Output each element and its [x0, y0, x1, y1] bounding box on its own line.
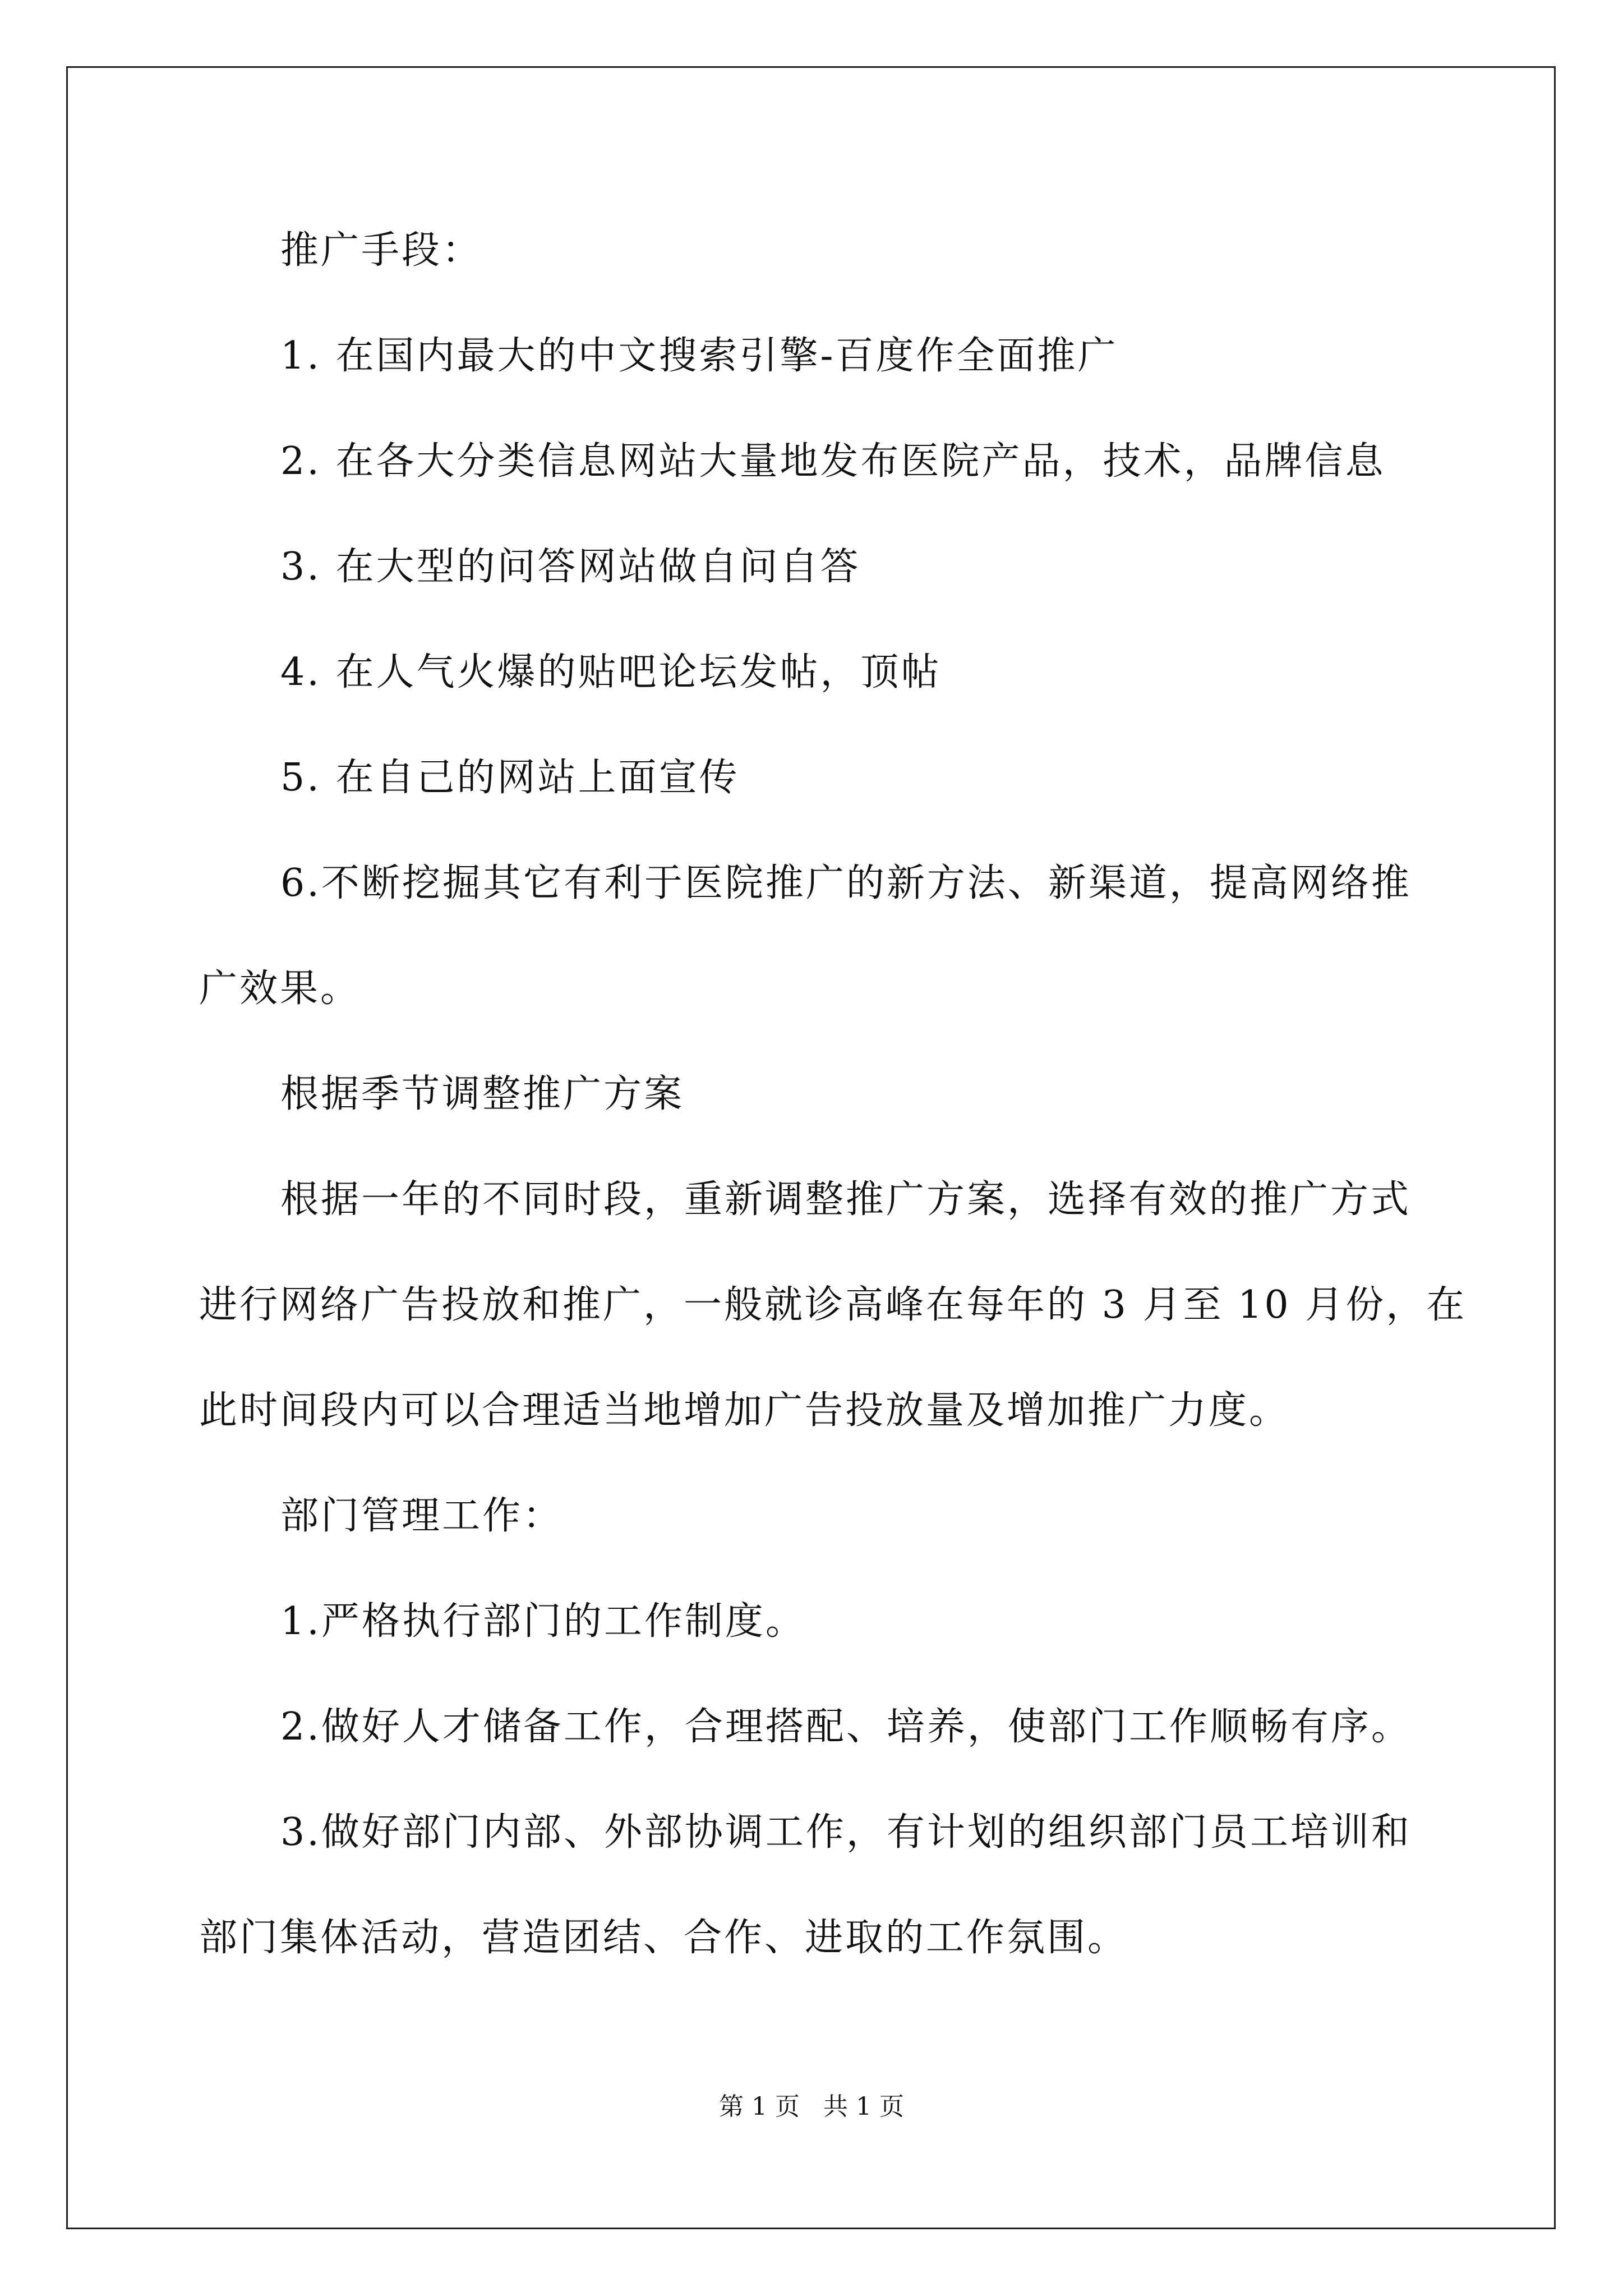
page-footer — [0, 2090, 1623, 2124]
heading-promotion-methods: 推广手段： — [280, 228, 483, 273]
list-item: 4. 在人气火爆的贴吧论坛发帖，顶帖 — [280, 650, 942, 694]
page-number: 第 1 页 — [719, 2092, 800, 2121]
paragraph-line: 此时间段内可以合理适当地增加广告投放量及增加推广力度。 — [199, 1388, 1290, 1433]
list-item: 3.做好部门内部、外部协调工作，有计划的组织部门员工培训和 — [280, 1810, 1412, 1855]
list-item: 5. 在自己的网站上面宣传 — [280, 756, 740, 800]
paragraph-line: 根据一年的不同时段，重新调整推广方案，选择有效的推广方式 — [280, 1177, 1412, 1222]
paragraph-line: 进行网络广告投放和推广，一般就诊高峰在每年的 3 月至 10 月份，在 — [199, 1283, 1467, 1327]
list-item: 6.不断挖掘其它有利于医院推广的新方法、新渠道，提高网络推 — [280, 861, 1412, 905]
list-item: 1.严格执行部门的工作制度。 — [280, 1599, 806, 1644]
list-item: 1. 在国内最大的中文搜索引擎-百度作全面推广 — [280, 334, 1118, 378]
heading-seasonal-adjustment: 根据季节调整推广方案 — [280, 1072, 685, 1116]
page-border — [66, 66, 1556, 2229]
list-item: 2.做好人才储备工作，合理搭配、培养，使部门工作顺畅有序。 — [280, 1705, 1412, 1749]
paragraph-continuation: 广效果。 — [199, 967, 361, 1011]
list-item: 3. 在大型的问答网站做自问自答 — [280, 545, 861, 589]
paragraph-continuation: 部门集体活动，营造团结、合作、进取的工作氛围。 — [199, 1916, 1128, 1960]
heading-department-management: 部门管理工作： — [280, 1494, 564, 1538]
page-total: 共 1 页 — [823, 2092, 904, 2121]
list-item: 2. 在各大分类信息网站大量地发布医院产品，技术，品牌信息 — [280, 439, 1386, 484]
